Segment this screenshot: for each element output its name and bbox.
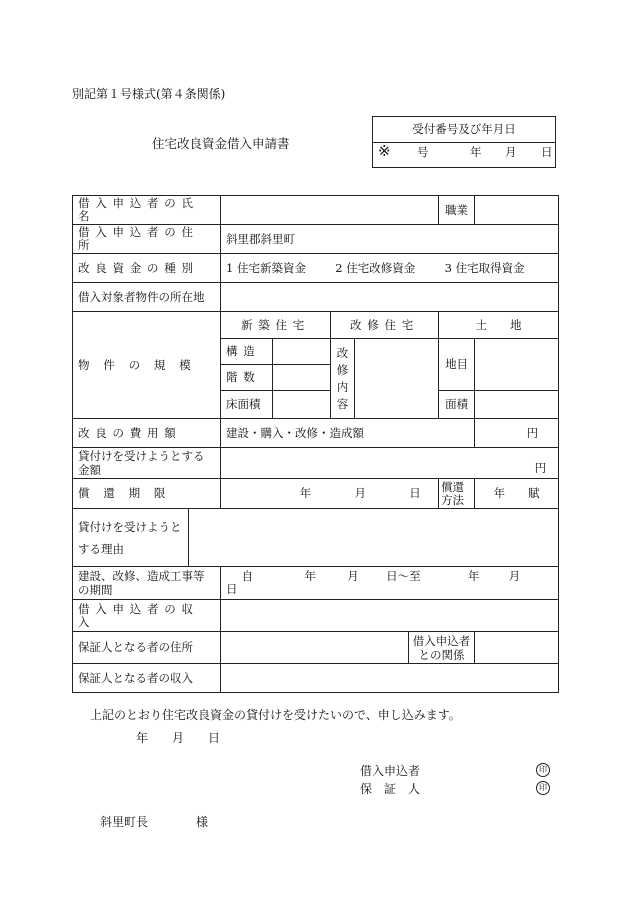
- repayment-method-field[interactable]: 年 賦: [475, 479, 559, 509]
- document-title: 住宅改良資金借入申請書: [152, 136, 290, 151]
- address-field[interactable]: 斜里郡斜里町: [221, 225, 559, 254]
- repayment-deadline-field[interactable]: [221, 479, 439, 509]
- receipt-number-unit: 号: [417, 145, 429, 159]
- fund-type-option-renovation[interactable]: 2 住宅改修資金: [335, 260, 416, 275]
- renovation-content-label: [331, 339, 355, 419]
- application-date[interactable]: 年 月 日: [136, 731, 221, 745]
- guarantor-income-label: 保証人となる者の収入: [73, 664, 221, 693]
- period-from-label: 自: [241, 569, 254, 583]
- receipt-mark: ※: [378, 142, 391, 160]
- occupation-label: 職業: [439, 196, 475, 225]
- renovation-content-char-3: 内: [336, 379, 349, 394]
- loan-amount-field[interactable]: 円: [221, 448, 559, 479]
- cost-yen-unit: 円: [475, 419, 559, 448]
- period-from-year: 年: [304, 569, 316, 583]
- guarantor-income-field[interactable]: [221, 664, 559, 693]
- period-from-month: 月: [347, 569, 359, 583]
- fund-type-option-new[interactable]: 1 住宅新築資金: [226, 260, 306, 275]
- floor-area-field[interactable]: [273, 391, 331, 419]
- loan-reason-label: 貸付けを受けようとする理由: [73, 509, 189, 567]
- applicant-income-field[interactable]: [221, 600, 559, 632]
- repayment-day-unit: 日: [409, 486, 421, 500]
- floor-area-label: 床面積: [221, 391, 273, 419]
- land-category-field[interactable]: [475, 339, 559, 391]
- receipt-year: 年: [470, 145, 482, 159]
- receipt-month: 月: [505, 145, 517, 159]
- applicant-signature-label: 借入申込者: [360, 764, 421, 778]
- renovation-content-char-4: 容: [336, 396, 349, 411]
- receipt-box: [372, 116, 556, 168]
- receipt-label: 受付番号及び年月日: [373, 117, 555, 143]
- guarantor-signature-label: 保 証 人: [360, 782, 421, 796]
- guarantor-seal-mark[interactable]: 印: [536, 781, 550, 795]
- floors-label: 階数: [221, 365, 273, 391]
- receipt-day: 日: [541, 145, 553, 159]
- guarantor-address-label: 保証人となる者の住所: [73, 632, 221, 664]
- guarantor-address-field[interactable]: [221, 632, 409, 664]
- occupation-field[interactable]: [475, 196, 559, 225]
- period-to-day: 日: [226, 582, 238, 596]
- property-location-label: 借入対象者物件の所在地: [73, 283, 221, 312]
- new-building-header: 新築住宅: [221, 312, 331, 339]
- name-field[interactable]: [221, 196, 439, 225]
- addressee: 斜里町長 様: [100, 815, 209, 829]
- cost-label: 改良の費用額: [73, 419, 221, 448]
- name-label: 借入申込者の氏名: [73, 196, 221, 225]
- land-area-label: 面積: [439, 391, 475, 419]
- loan-amount-label: 貸付けを受けようとする金額: [73, 448, 221, 479]
- loan-reason-field[interactable]: [189, 509, 559, 567]
- renovation-content-field[interactable]: [355, 339, 439, 419]
- application-statement: 上記のとおり住宅改良資金の貸付けを受けたいので、申し込みます。: [90, 708, 461, 722]
- structure-field[interactable]: [273, 339, 331, 365]
- relation-label: 借入申込者との関係: [409, 632, 475, 664]
- applicant-income-label: 借入申込者の収入: [73, 600, 221, 632]
- application-form-table: [72, 195, 559, 693]
- repayment-method-label: 償還方法: [439, 479, 475, 509]
- construction-period-label: 建設、改修、造成工事等の期間: [73, 567, 221, 600]
- land-header: 土 地: [439, 312, 559, 339]
- period-to-year: 年: [467, 569, 480, 583]
- form-number-header: 別記第１号様式(第４条関係): [72, 87, 226, 101]
- applicant-seal-mark[interactable]: 印: [536, 763, 550, 777]
- period-to-month: 月: [508, 569, 521, 583]
- land-category-label: 地目: [439, 339, 475, 391]
- fund-type-option-acquisition[interactable]: 3 住宅取得資金: [444, 260, 525, 275]
- repayment-deadline-label: 償還期限: [73, 479, 221, 509]
- renovation-content-char-1: 改: [336, 345, 349, 360]
- repayment-month-unit: 月: [354, 486, 366, 500]
- cost-description[interactable]: 建設・購入・改修・造成額: [221, 419, 475, 448]
- fund-type-label: 改良資金の種別: [73, 254, 221, 283]
- renovation-header: 改修住宅: [331, 312, 439, 339]
- land-area-field[interactable]: [475, 391, 559, 419]
- property-location-field[interactable]: [221, 283, 559, 312]
- property-scale-label: 物件の規模: [73, 312, 221, 419]
- structure-label: 構造: [221, 339, 273, 365]
- renovation-content-char-2: 修: [336, 362, 349, 377]
- floors-field[interactable]: [273, 365, 331, 391]
- period-to-label: 日～至: [386, 569, 421, 583]
- repayment-year-unit: 年: [299, 486, 312, 500]
- fund-type-options[interactable]: [221, 254, 559, 283]
- address-label: 借入申込者の住所: [73, 225, 221, 254]
- construction-period-field[interactable]: [221, 567, 559, 600]
- relation-field[interactable]: [475, 632, 559, 664]
